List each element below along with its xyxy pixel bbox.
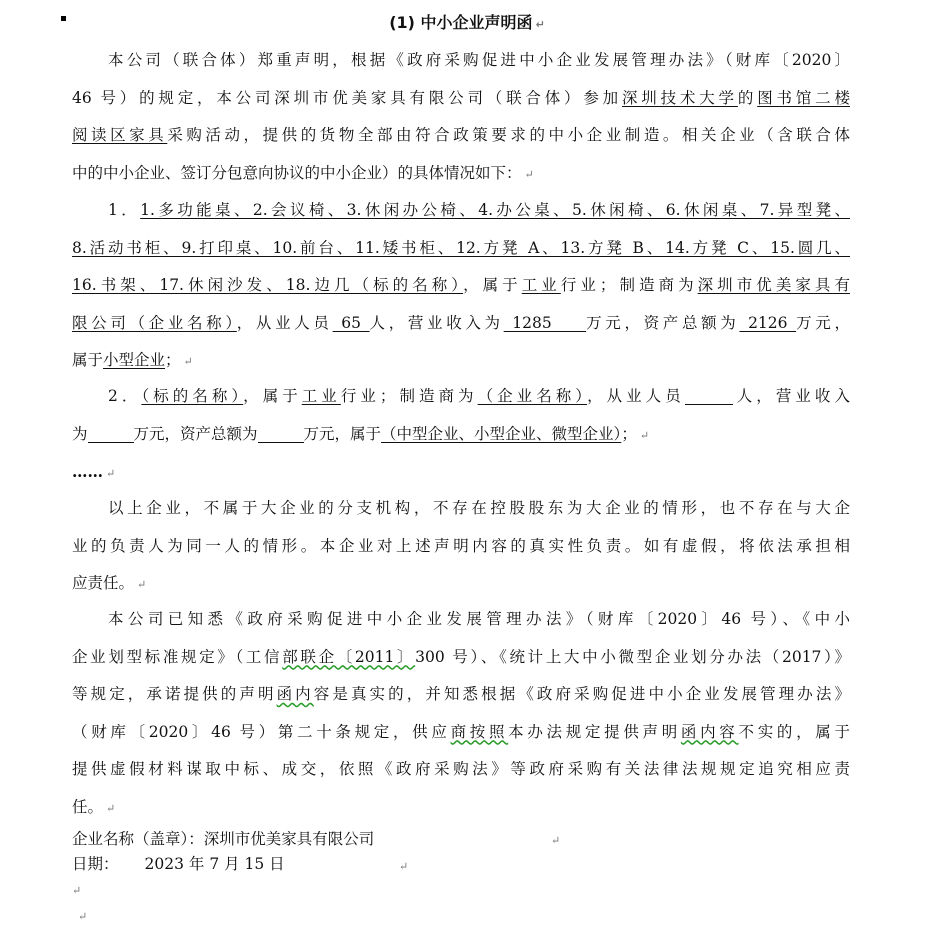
paragraph-mark: ↵: [551, 834, 561, 847]
item1-assets: 2126: [739, 313, 797, 332]
document-title: [0, 10, 934, 33]
para1-line1: 本公司（联合体）郑重声明，根据《政府采购促进中小企业发展管理办法》（财库〔2020〕: [108, 51, 850, 69]
para1-line3: 阅读区家具采购活动，提供的货物全部由符合政策要求的中小企业制造。相关企业（含联合体: [72, 126, 850, 144]
item1-manufacturer: 深圳市优美家具有: [697, 276, 850, 294]
item1-line5: 属于小型企业； ↵: [72, 351, 193, 369]
para3-line1: 以上企业，不属于大企业的分支机构，不存在控股股东为大企业的情形，也不存在与大企: [108, 499, 850, 517]
company-signature-line: [72, 827, 374, 849]
para3-line2: 业的负责人为同一人的情形。本企业对上述声明内容的真实性负责。如有虚假，将依法承担相: [72, 536, 850, 555]
item2-employees-blank: [685, 389, 733, 406]
item1-line1: 1．1.多功能桌、2.会议椅、3.休闲办公椅、4.办公桌、5.休闲椅、6.休闲桌、7.异型凳、: [108, 201, 850, 219]
item1-industry: 工业: [521, 276, 561, 294]
date-line: [72, 852, 285, 874]
date-label: 日期：: [72, 855, 119, 873]
para4-line5: 提供虚假材料谋取中标、成交，依照《政府采购法》等政府采购有关法律法规规定追究相应责: [72, 760, 850, 778]
declaration-paragraph: [72, 42, 850, 192]
paragraph-mark: ↵: [78, 910, 88, 923]
item1-line2: 8.活动书柜、9.打印桌、10.前台、11.矮书柜、12.方凳 A、13.方凳 B、14.方凳 C、15.圆几、: [72, 238, 850, 257]
para4-line6: 任。 ↵: [72, 797, 116, 816]
enterprise-item-1: [72, 192, 850, 380]
non-large-enterprise-paragraph: [72, 490, 850, 603]
ellipsis-line: …… ↵: [72, 462, 116, 481]
company-label: 企业名称（盖章）：: [72, 830, 204, 848]
item1-revenue: 1285: [503, 313, 587, 332]
item1-line3: 16.书架、17.休闲沙发、18.边几（标的名称），属于工业行业；制造商为深圳市优美家具有: [72, 276, 850, 294]
para1-line2: 46 号）的规定，本公司深圳市优美家具有限公司（联合体）参加深圳技术大学的图书馆二楼: [72, 88, 850, 107]
paragraph-mark: ↵: [399, 860, 409, 873]
item1-line4: 限公司（企业名称），从业人员 65 人，营业收入为 1285 万元，资产总额为 2126 万元，: [72, 313, 850, 332]
title-text: (1) 中小企业声明函: [389, 13, 533, 32]
paragraph-mark: ↵: [72, 884, 82, 897]
item2-line1: 2．（标的名称），属于工业行业；制造商为（企业名称），从业人员 人，营业收入: [108, 387, 850, 405]
item1-goods-list: 1.多功能桌、2.会议椅、3.休闲办公椅、4.办公桌、5.休闲椅、6.休闲桌、7.异型凳、: [140, 201, 850, 219]
item1-employees: 65: [332, 313, 370, 332]
enterprise-item-2: [72, 378, 850, 491]
para4-line4: （财库〔2020〕46 号）第二十条规定，供应商按照本办法规定提供声明函内容不实的，属于: [72, 722, 850, 741]
purchaser-name: 深圳技术大学: [621, 88, 738, 107]
item1-size: 小型企业: [103, 351, 166, 369]
company-value: 深圳市优美家具有限公司: [203, 830, 375, 848]
para1-line4: 中的中小企业、签订分包意向协议的中小企业）的具体情况如下： ↵: [72, 163, 534, 182]
project-name-part1: 图书馆二楼: [757, 88, 850, 107]
paragraph-mark: ↵: [535, 18, 545, 31]
para4-line3: 等规定，承诺提供的声明函内容是真实的，并知悉根据《政府采购促进中小企业发展管理办法》: [72, 685, 850, 703]
para3-line3: 应责任。 ↵: [72, 574, 147, 592]
item2-revenue-blank: [88, 426, 134, 443]
para4-line2: 企业划型标准规定》（工信部联企〔2011〕300 号）、《统计上大中小微型企业划分办法（2017）》: [72, 647, 850, 666]
item2-line2: 为 万元，资产总额为 万元，属于（中型企业、小型企业、微型企业）； ↵: [72, 424, 650, 443]
para4-line1: 本公司已知悉《政府采购促进中小企业发展管理办法》（财库〔2020〕46 号）、《中小: [108, 610, 850, 628]
date-value: 2023 年 7 月 15 日: [144, 855, 285, 873]
acknowledgement-paragraph: [72, 601, 850, 826]
project-name-part2: 阅读区家具: [72, 126, 168, 144]
item2-assets-blank: [258, 426, 304, 443]
